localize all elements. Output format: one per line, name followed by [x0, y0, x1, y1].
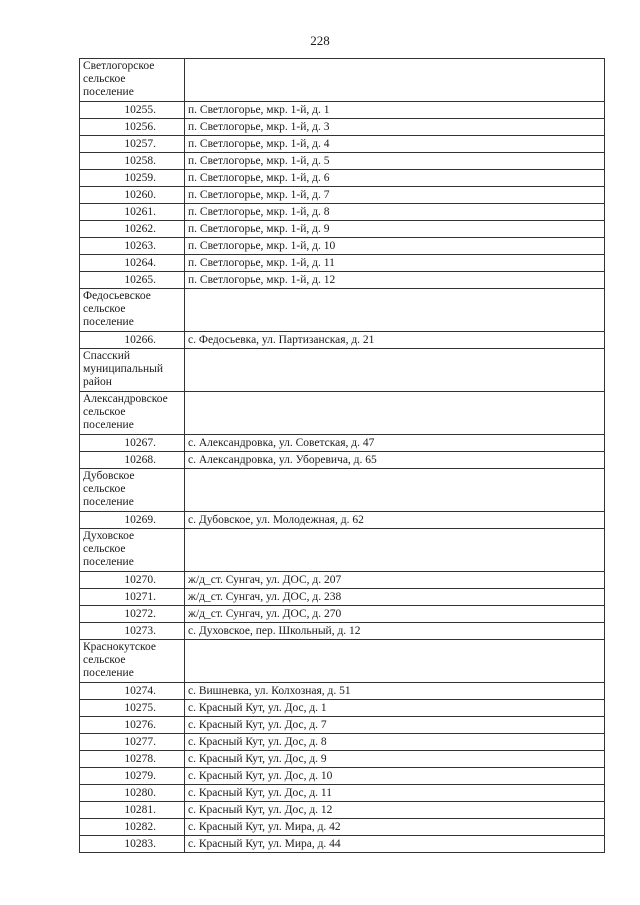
- table-row: [80, 589, 605, 606]
- table-row: [80, 119, 605, 136]
- table-row: [80, 170, 605, 187]
- empty-cell: [185, 392, 605, 435]
- entry-number: 10271.: [80, 589, 185, 606]
- entry-number: 10261.: [80, 204, 185, 221]
- section-header-row: [80, 392, 605, 435]
- entry-address: ж/д_ст. Сунгач, ул. ДОС, д. 270: [185, 606, 605, 623]
- entry-address: с. Красный Кут, ул. Дос, д. 8: [185, 734, 605, 751]
- section-header-row: [80, 469, 605, 512]
- entry-number: 10262.: [80, 221, 185, 238]
- table-row: [80, 768, 605, 785]
- table-row: [80, 255, 605, 272]
- municipality-name: Спасский муниципальный район: [80, 349, 185, 392]
- section-header-row: [80, 289, 605, 332]
- table-row: [80, 623, 605, 640]
- table-row: [80, 452, 605, 469]
- table-row: [80, 204, 605, 221]
- entry-address: с. Красный Кут, ул. Дос, д. 10: [185, 768, 605, 785]
- entry-address: п. Светлогорье, мкр. 1-й, д. 1: [185, 102, 605, 119]
- entry-number: 10283.: [80, 836, 185, 853]
- entry-address: с. Красный Кут, ул. Дос, д. 9: [185, 751, 605, 768]
- entry-number: 10266.: [80, 332, 185, 349]
- empty-cell: [185, 640, 605, 683]
- table-row: [80, 332, 605, 349]
- entry-number: 10272.: [80, 606, 185, 623]
- entry-number: 10281.: [80, 802, 185, 819]
- empty-cell: [185, 59, 605, 102]
- entry-number: 10270.: [80, 572, 185, 589]
- entry-address: с. Красный Кут, ул. Дос, д. 11: [185, 785, 605, 802]
- entry-number: 10267.: [80, 435, 185, 452]
- entry-address: п. Светлогорье, мкр. 1-й, д. 3: [185, 119, 605, 136]
- entry-number: 10279.: [80, 768, 185, 785]
- entry-address: п. Светлогорье, мкр. 1-й, д. 10: [185, 238, 605, 255]
- entry-address: с. Вишневка, ул. Колхозная, д. 51: [185, 683, 605, 700]
- entry-address: п. Светлогорье, мкр. 1-й, д. 8: [185, 204, 605, 221]
- table-row: [80, 512, 605, 529]
- entry-number: 10258.: [80, 153, 185, 170]
- table-row: [80, 221, 605, 238]
- entry-number: 10268.: [80, 452, 185, 469]
- entry-address: п. Светлогорье, мкр. 1-й, д. 6: [185, 170, 605, 187]
- entry-number: 10278.: [80, 751, 185, 768]
- table-row: [80, 153, 605, 170]
- entry-address: п. Светлогорье, мкр. 1-й, д. 12: [185, 272, 605, 289]
- entry-address: с. Духовское, пер. Школьный, д. 12: [185, 623, 605, 640]
- table-row: [80, 785, 605, 802]
- entry-number: 10259.: [80, 170, 185, 187]
- entry-number: 10280.: [80, 785, 185, 802]
- entry-number: 10256.: [80, 119, 185, 136]
- municipality-name: Александровское сельское поселение: [80, 392, 185, 435]
- table-row: [80, 734, 605, 751]
- entry-number: 10255.: [80, 102, 185, 119]
- entry-address: с. Красный Кут, ул. Мира, д. 44: [185, 836, 605, 853]
- table-row: [80, 751, 605, 768]
- municipality-name: Дубовское сельское поселение: [80, 469, 185, 512]
- table-row: [80, 819, 605, 836]
- entry-number: 10260.: [80, 187, 185, 204]
- entry-address: п. Светлогорье, мкр. 1-й, д. 4: [185, 136, 605, 153]
- entry-address: с. Красный Кут, ул. Дос, д. 12: [185, 802, 605, 819]
- entry-address: п. Светлогорье, мкр. 1-й, д. 9: [185, 221, 605, 238]
- section-header-row: [80, 640, 605, 683]
- table-row: [80, 435, 605, 452]
- section-header-row: [80, 529, 605, 572]
- municipality-name: Федосьевское сельское поселение: [80, 289, 185, 332]
- empty-cell: [185, 349, 605, 392]
- table-row: [80, 187, 605, 204]
- entry-address: с. Александровка, ул. Уборевича, д. 65: [185, 452, 605, 469]
- entry-address: п. Светлогорье, мкр. 1-й, д. 5: [185, 153, 605, 170]
- entry-address: ж/д_ст. Сунгач, ул. ДОС, д. 207: [185, 572, 605, 589]
- table-row: [80, 136, 605, 153]
- entry-number: 10257.: [80, 136, 185, 153]
- entry-address: с. Александровка, ул. Советская, д. 47: [185, 435, 605, 452]
- entry-number: 10265.: [80, 272, 185, 289]
- empty-cell: [185, 469, 605, 512]
- entry-address: с. Красный Кут, ул. Дос, д. 1: [185, 700, 605, 717]
- municipality-name: Светлогорское сельское поселение: [80, 59, 185, 102]
- section-header-row: [80, 349, 605, 392]
- entry-number: 10276.: [80, 717, 185, 734]
- empty-cell: [185, 289, 605, 332]
- table-row: [80, 802, 605, 819]
- entry-address: п. Светлогорье, мкр. 1-й, д. 11: [185, 255, 605, 272]
- table-row: [80, 102, 605, 119]
- entry-address: с. Красный Кут, ул. Дос, д. 7: [185, 717, 605, 734]
- entry-number: 10282.: [80, 819, 185, 836]
- entry-number: 10275.: [80, 700, 185, 717]
- section-header-row: [80, 59, 605, 102]
- address-table-body: [80, 59, 605, 853]
- table-row: [80, 572, 605, 589]
- entry-number: 10273.: [80, 623, 185, 640]
- entry-address: ж/д_ст. Сунгач, ул. ДОС, д. 238: [185, 589, 605, 606]
- entry-address: с. Красный Кут, ул. Мира, д. 42: [185, 819, 605, 836]
- entry-number: 10269.: [80, 512, 185, 529]
- table-row: [80, 700, 605, 717]
- empty-cell: [185, 529, 605, 572]
- entry-address: п. Светлогорье, мкр. 1-й, д. 7: [185, 187, 605, 204]
- entry-number: 10274.: [80, 683, 185, 700]
- table-row: [80, 606, 605, 623]
- page-number: 228: [310, 33, 330, 48]
- table-row: [80, 238, 605, 255]
- table-row: [80, 836, 605, 853]
- entry-number: 10277.: [80, 734, 185, 751]
- table-row: [80, 272, 605, 289]
- entry-address: с. Дубовское, ул. Молодежная, д. 62: [185, 512, 605, 529]
- municipality-name: Духовское сельское поселение: [80, 529, 185, 572]
- address-table: [79, 58, 605, 853]
- municipality-name: Краснокутское сельское поселение: [80, 640, 185, 683]
- entry-number: 10264.: [80, 255, 185, 272]
- table-row: [80, 717, 605, 734]
- entry-address: с. Федосьевка, ул. Партизанская, д. 21: [185, 332, 605, 349]
- entry-number: 10263.: [80, 238, 185, 255]
- table-row: [80, 683, 605, 700]
